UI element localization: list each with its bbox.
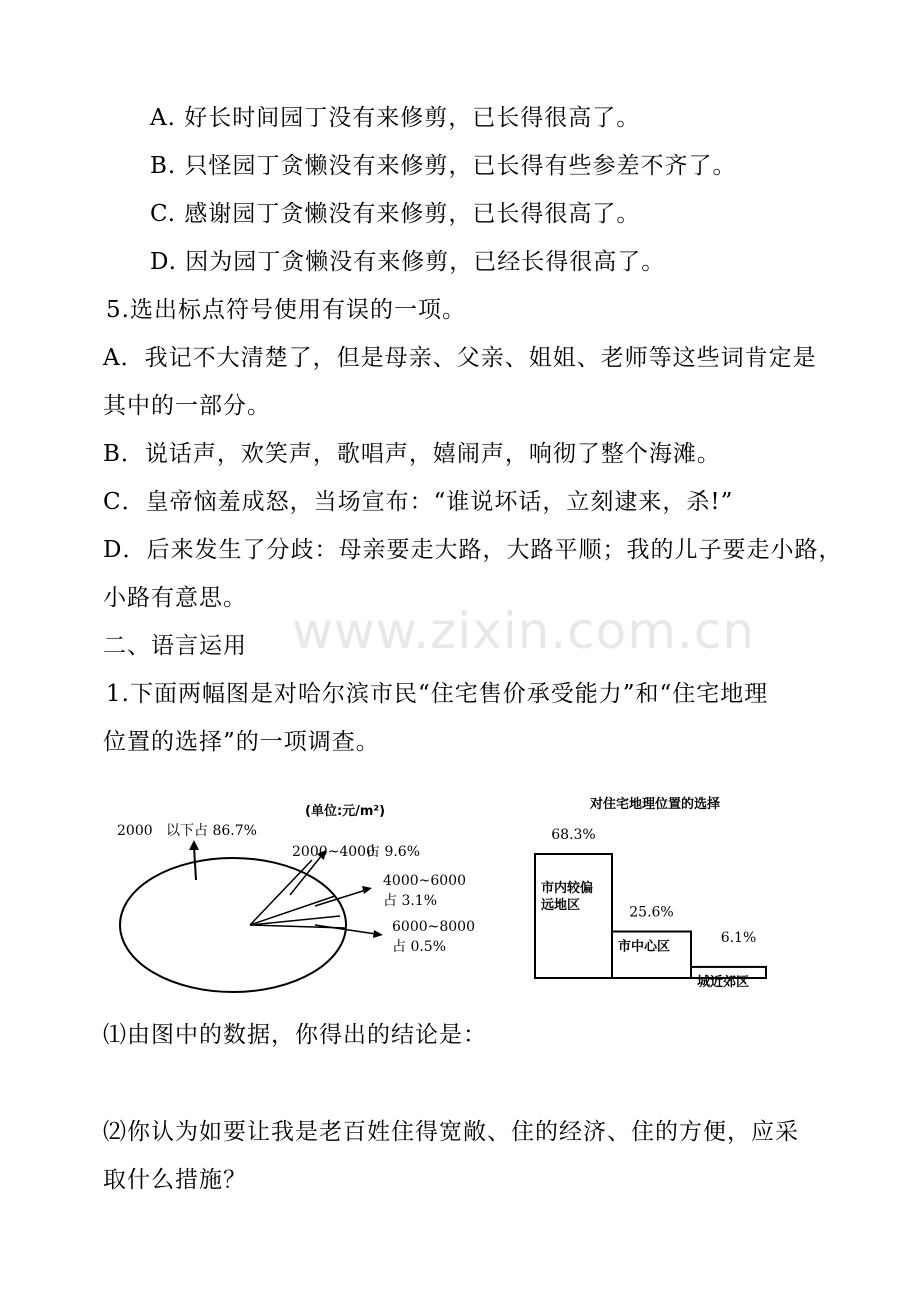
q1-stem-line2: 位置的选择”的一项调查。 xyxy=(103,729,380,755)
pie-label-3-range: 6000~8000 xyxy=(392,919,475,935)
pie-arrow-slice-1 xyxy=(290,855,322,895)
task-1: ⑴由图中的数据，你得出的结论是： xyxy=(103,1022,487,1048)
pie-label-3-share: 占 0.5% xyxy=(392,939,447,955)
pie-label-0-share: 以下占 86.7% xyxy=(166,823,257,839)
bar-category-label-2: 城近郊区 xyxy=(697,974,750,988)
q5-option-c: C．皇帝恼羞成怒，当场宣布：“谁说坏话，立刻逮来，杀!” xyxy=(103,489,734,515)
watermark: www.zixin.com.cn xyxy=(292,602,756,660)
bar-0 xyxy=(535,854,612,978)
bar-chart xyxy=(520,788,780,988)
task-2-line2: 取什么措施？ xyxy=(103,1167,247,1193)
q4-option-c: C. 感谢园丁贪懒没有来修剪，已长得很高了。 xyxy=(150,201,641,227)
pie-arrowhead-slice-0 xyxy=(189,840,199,850)
bar-category-label-0: 市内较偏远地区 xyxy=(541,881,594,913)
pie-ellipse xyxy=(120,858,346,992)
pie-subtitle: (单位:元/m²) xyxy=(305,804,386,819)
q5-option-d-line2: 小路有意思。 xyxy=(103,585,247,611)
pie-label-1-share: 占 9.6% xyxy=(366,844,421,860)
bar-category-label-1: 市中心区 xyxy=(618,939,671,955)
q1-stem-line1: 1.下面两幅图是对哈尔滨市民“住宅售价承受能力”和“住宅地理 xyxy=(106,681,769,707)
pie-label-2-range: 4000~6000 xyxy=(383,873,466,889)
q4-option-b: B. 只怪园丁贪懒没有来修剪，已长得有些参差不齐了。 xyxy=(150,153,737,179)
bar-value-label-2: 6.1% xyxy=(720,929,757,946)
bar-chart-title: 对住宅地理位置的选择 xyxy=(589,797,721,812)
bar-1 xyxy=(612,932,691,978)
bar-value-label-1: 25.6% xyxy=(629,904,674,921)
pie-arrow-slice-0 xyxy=(194,847,196,880)
task-2-line1: ⑵你认为如要让我是老百姓住得宽敞、住的经济、住的方便，应采 xyxy=(103,1119,799,1145)
bar-value-label-0: 68.3% xyxy=(551,827,596,843)
q4-option-d: D. 因为园丁贪懒没有来修剪，已经长得很高了。 xyxy=(150,249,666,275)
q5-stem: 5.选出标点符号使用有误的一项。 xyxy=(106,297,466,323)
section-heading: 二、语言运用 xyxy=(103,633,247,659)
q4-option-a: A. 好长时间园丁没有来修剪，已长得很高了。 xyxy=(150,105,641,131)
q5-option-a-line1: A．我记不大清楚了，但是母亲、父亲、姐姐、老师等这些词肯定是 xyxy=(103,345,817,371)
q5-option-a-line2: 其中的一部分。 xyxy=(103,393,271,419)
pie-label-0-range: 2000 xyxy=(117,823,153,839)
pie-label-2-share: 占 3.1% xyxy=(383,893,438,909)
pie-chart xyxy=(100,790,500,1005)
pie-arrowhead-slice-3 xyxy=(373,930,383,938)
q5-option-b: B．说话声，欢笑声，歌唱声，嬉闹声，响彻了整个海滩。 xyxy=(103,441,721,467)
q5-option-d-line1: D．后来发生了分歧：母亲要走大路，大路平顺；我的儿子要走小路， xyxy=(103,537,843,563)
pie-slice-boundary-1 xyxy=(250,860,312,925)
pie-label-1-range: 2000~4000 xyxy=(292,844,375,860)
pie-arrowhead-slice-2 xyxy=(362,886,372,894)
